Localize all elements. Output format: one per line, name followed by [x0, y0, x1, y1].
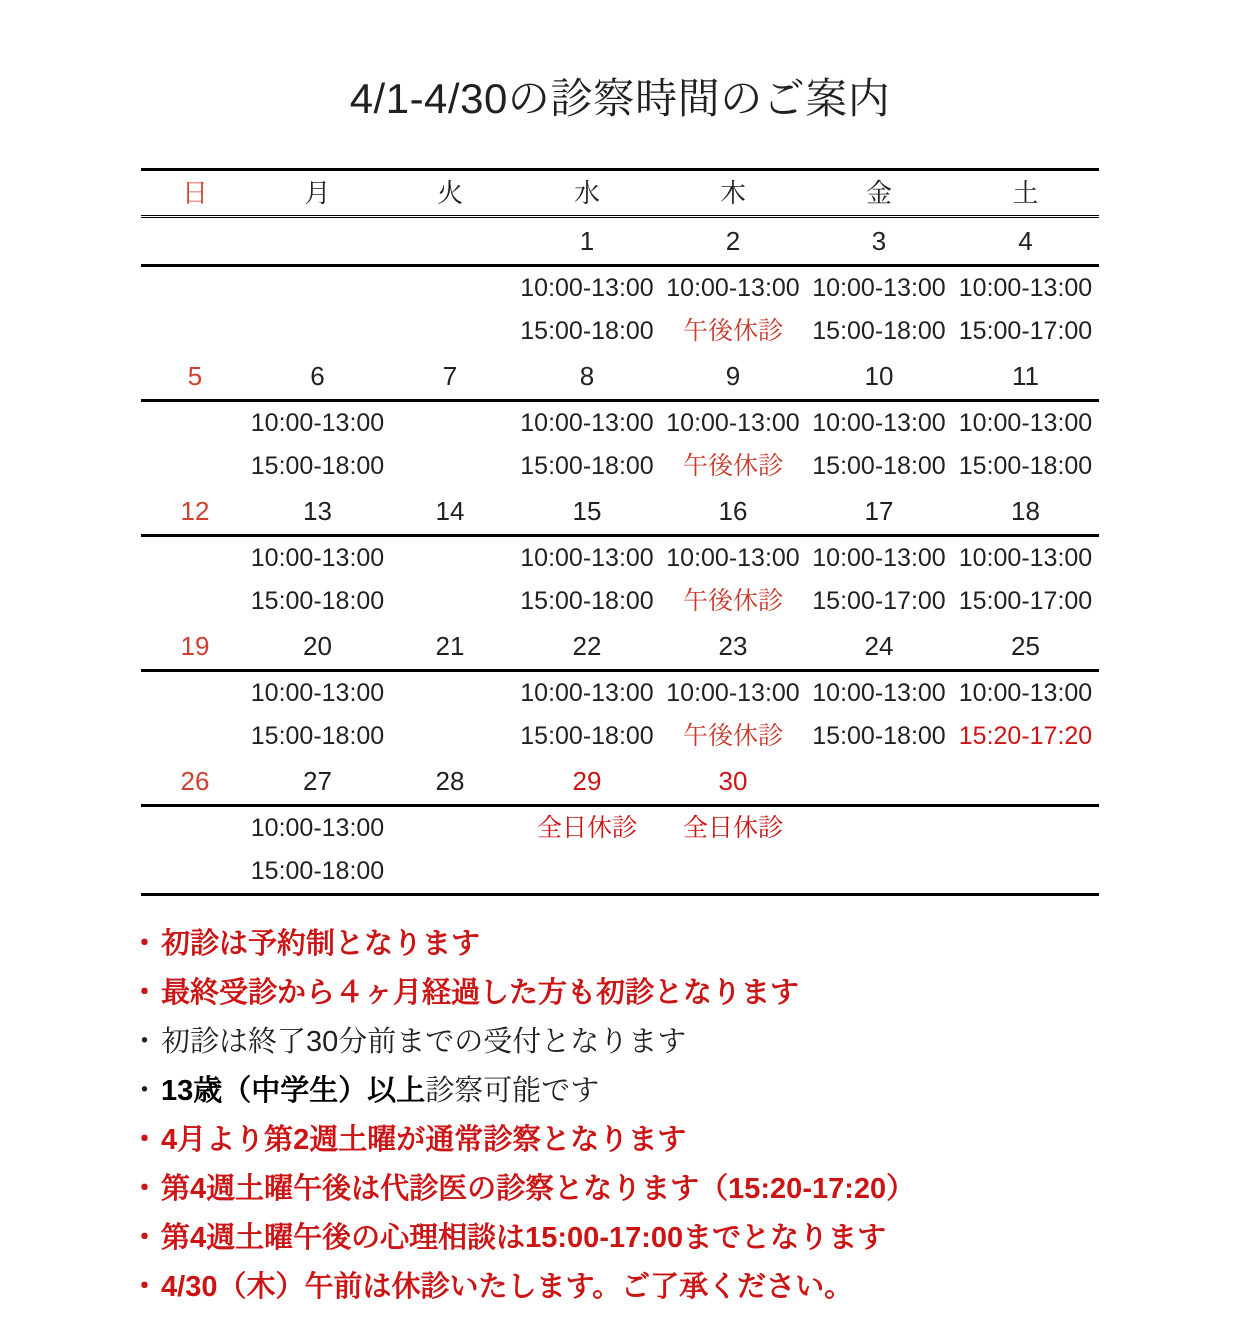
morning-hours-sat: 10:00-13:00 — [958, 544, 1093, 573]
schedule-table-body — [141, 170, 1099, 895]
afternoon-hours-sun — [141, 715, 249, 758]
note-text: 第4週土曜午後は代診医の診察となります（15:20-17:20） — [161, 1173, 916, 1206]
note-item-3 — [130, 1028, 1120, 1057]
date-cell-tue: 7 — [386, 353, 514, 401]
afternoon-hours-sat — [952, 850, 1099, 895]
date-cell-sun — [141, 217, 249, 266]
morning-hours-fri — [806, 806, 952, 851]
afternoon-hours-mon — [249, 310, 386, 353]
note-text: 最終受診から４ヶ月経過した方も初診となります — [161, 977, 800, 1010]
date-cell-thu: 23 — [660, 623, 806, 671]
afternoon-hours-sun — [141, 580, 249, 623]
afternoon-hours-tue — [386, 580, 514, 623]
afternoon-hours-sun — [141, 445, 249, 488]
date-cell-sun: 5 — [141, 353, 249, 401]
morning-hours-tue — [386, 266, 514, 311]
afternoon-hours-sun — [141, 310, 249, 353]
date-row — [141, 758, 1099, 806]
weekday-header-thu: 木 — [660, 170, 806, 217]
weekday-header-mon: 月 — [249, 170, 386, 217]
note-text: 4月より第2週土曜が通常診察となります — [161, 1124, 687, 1157]
weekday-header-tue: 火 — [386, 170, 514, 217]
afternoon-hours-fri — [806, 850, 952, 895]
date-cell-mon — [249, 217, 386, 266]
afternoon-hours-thu: 午後休診 — [682, 587, 783, 616]
note-item-4 — [130, 1077, 1120, 1106]
date-cell-wed: 8 — [514, 353, 660, 401]
morning-hours-sun — [141, 266, 249, 311]
date-cell-sun: 19 — [141, 623, 249, 671]
afternoon-hours-thu: 午後休診 — [682, 452, 783, 481]
weekday-header-sat: 土 — [952, 170, 1099, 217]
note-text: 第4週土曜午後の心理相談は15:00-17:00までとなります — [161, 1222, 887, 1255]
morning-hours-wed: 全日休診 — [536, 814, 637, 843]
bullet-icon: ・ — [130, 1173, 160, 1206]
date-cell-mon: 27 — [249, 758, 386, 806]
afternoon-hours-tue — [386, 850, 514, 895]
morning-hours-sat: 10:00-13:00 — [958, 274, 1093, 303]
clinic-schedule-page — [0, 28, 1240, 1328]
afternoon-hours-thu: 午後休診 — [682, 317, 783, 346]
afternoon-hours-wed: 15:00-18:00 — [520, 317, 654, 346]
morning-hours-wed: 10:00-13:00 — [520, 679, 654, 708]
morning-hours-thu: 10:00-13:00 — [666, 409, 800, 438]
afternoon-hours-thu: 午後休診 — [682, 722, 783, 751]
morning-hours-wed: 10:00-13:00 — [520, 274, 654, 303]
morning-hours-sat: 10:00-13:00 — [958, 409, 1093, 438]
date-cell-tue: 21 — [386, 623, 514, 671]
notes-list — [120, 930, 1120, 1302]
date-cell-wed: 22 — [514, 623, 660, 671]
morning-hours-fri: 10:00-13:00 — [812, 274, 946, 303]
weekday-header-sun: 日 — [141, 170, 249, 217]
morning-hours-fri: 10:00-13:00 — [812, 679, 946, 708]
afternoon-hours-tue — [386, 445, 514, 488]
note-item-7 — [130, 1224, 1120, 1253]
date-cell-sat — [952, 758, 1099, 806]
date-cell-tue: 14 — [386, 488, 514, 536]
note-item-6 — [130, 1175, 1120, 1204]
afternoon-hours-wed: 15:00-18:00 — [520, 722, 654, 751]
date-row — [141, 488, 1099, 536]
date-cell-fri: 17 — [806, 488, 952, 536]
morning-hours-row — [141, 671, 1099, 716]
afternoon-hours-sun — [141, 850, 249, 895]
note-item-2 — [130, 979, 1120, 1008]
date-row — [141, 623, 1099, 671]
date-cell-thu: 9 — [660, 353, 806, 401]
afternoon-hours-mon: 15:00-18:00 — [249, 850, 386, 895]
date-cell-wed: 15 — [514, 488, 660, 536]
afternoon-hours-wed — [514, 850, 660, 895]
morning-hours-thu: 10:00-13:00 — [666, 544, 800, 573]
morning-hours-mon: 10:00-13:00 — [250, 814, 385, 843]
note-emphasis-text: 13歳（中学生）以上 — [161, 1075, 426, 1108]
note-plain-text: 診察可能です — [425, 1075, 600, 1108]
note-item-8 — [130, 1273, 1120, 1302]
weekday-header-row — [141, 170, 1099, 217]
date-cell-thu: 30 — [660, 758, 806, 806]
weekday-header-wed: 水 — [514, 170, 660, 217]
date-cell-fri: 10 — [806, 353, 952, 401]
date-cell-sun: 12 — [141, 488, 249, 536]
morning-hours-tue — [386, 806, 514, 851]
afternoon-hours-sat: 15:00-17:00 — [958, 587, 1093, 616]
schedule-table — [141, 168, 1099, 896]
morning-hours-tue — [386, 536, 514, 581]
afternoon-hours-sat: 15:00-18:00 — [958, 452, 1093, 481]
morning-hours-mon — [249, 266, 386, 311]
afternoon-hours-row — [141, 580, 1099, 623]
date-cell-mon: 20 — [249, 623, 386, 671]
date-cell-tue — [386, 217, 514, 266]
morning-hours-row — [141, 536, 1099, 581]
date-cell-thu: 2 — [660, 217, 806, 266]
afternoon-hours-fri: 15:00-18:00 — [812, 452, 946, 481]
morning-hours-tue — [386, 671, 514, 716]
morning-hours-sat — [952, 806, 1099, 851]
bullet-icon: ・ — [130, 1124, 160, 1157]
date-cell-mon: 13 — [249, 488, 386, 536]
afternoon-hours-fri: 15:00-18:00 — [812, 317, 946, 346]
bullet-icon: ・ — [130, 928, 160, 961]
afternoon-hours-thu — [660, 850, 806, 895]
note-item-5 — [130, 1126, 1120, 1155]
morning-hours-sun — [141, 806, 249, 851]
morning-hours-sat: 10:00-13:00 — [958, 679, 1093, 708]
morning-hours-thu: 全日休診 — [682, 814, 783, 843]
morning-hours-row — [141, 401, 1099, 446]
date-cell-wed: 1 — [514, 217, 660, 266]
morning-hours-mon: 10:00-13:00 — [250, 679, 385, 708]
afternoon-hours-fri: 15:00-17:00 — [812, 587, 946, 616]
afternoon-hours-sat: 15:20-17:20 — [958, 722, 1093, 751]
morning-hours-thu: 10:00-13:00 — [666, 274, 800, 303]
schedule-table-wrapper — [141, 168, 1099, 896]
morning-hours-wed: 10:00-13:00 — [520, 409, 654, 438]
note-text: 初診は予約制となります — [161, 928, 481, 961]
afternoon-hours-sat: 15:00-17:00 — [958, 317, 1093, 346]
afternoon-hours-wed: 15:00-18:00 — [520, 452, 654, 481]
date-cell-sat: 4 — [952, 217, 1099, 266]
afternoon-hours-tue — [386, 715, 514, 758]
date-cell-sat: 11 — [952, 353, 1099, 401]
note-item-1 — [130, 930, 1120, 959]
bullet-icon: ・ — [130, 1075, 160, 1108]
afternoon-hours-row — [141, 310, 1099, 353]
morning-hours-sun — [141, 671, 249, 716]
afternoon-hours-mon: 15:00-18:00 — [250, 587, 385, 616]
date-cell-mon: 6 — [249, 353, 386, 401]
morning-hours-fri: 10:00-13:00 — [812, 544, 946, 573]
bullet-icon: ・ — [130, 1026, 160, 1059]
date-cell-wed: 29 — [514, 758, 660, 806]
morning-hours-fri: 10:00-13:00 — [812, 409, 946, 438]
morning-hours-sun — [141, 536, 249, 581]
morning-hours-mon: 10:00-13:00 — [250, 409, 385, 438]
bullet-icon: ・ — [130, 1222, 160, 1255]
morning-hours-tue — [386, 401, 514, 446]
date-cell-thu: 16 — [660, 488, 806, 536]
afternoon-hours-mon: 15:00-18:00 — [250, 722, 385, 751]
date-cell-sat: 25 — [952, 623, 1099, 671]
afternoon-hours-mon: 15:00-18:00 — [250, 452, 385, 481]
date-cell-sun: 26 — [141, 758, 249, 806]
afternoon-hours-tue — [386, 310, 514, 353]
date-cell-fri: 3 — [806, 217, 952, 266]
afternoon-hours-row — [141, 715, 1099, 758]
date-cell-sat: 18 — [952, 488, 1099, 536]
morning-hours-wed: 10:00-13:00 — [520, 544, 654, 573]
morning-hours-sun — [141, 401, 249, 446]
weekday-header-fri: 金 — [806, 170, 952, 217]
date-cell-fri: 24 — [806, 623, 952, 671]
note-text: 初診は終了30分前までの受付となります — [161, 1026, 687, 1059]
date-row — [141, 217, 1099, 266]
afternoon-hours-row — [141, 445, 1099, 488]
afternoon-hours-fri: 15:00-18:00 — [812, 722, 946, 751]
date-cell-fri — [806, 758, 952, 806]
morning-hours-thu: 10:00-13:00 — [666, 679, 800, 708]
bullet-icon: ・ — [130, 977, 160, 1010]
afternoon-hours-wed: 15:00-18:00 — [520, 587, 654, 616]
afternoon-hours-row — [141, 850, 1099, 895]
date-cell-tue: 28 — [386, 758, 514, 806]
note-text: 4/30（木）午前は休診いたします。ご了承ください。 — [161, 1271, 854, 1304]
morning-hours-mon: 10:00-13:00 — [250, 544, 385, 573]
morning-hours-row — [141, 266, 1099, 311]
morning-hours-row — [141, 806, 1099, 851]
page-title: 4/1-4/30の診察時間のご案内 — [349, 75, 891, 123]
date-row — [141, 353, 1099, 401]
bullet-icon: ・ — [130, 1271, 160, 1304]
